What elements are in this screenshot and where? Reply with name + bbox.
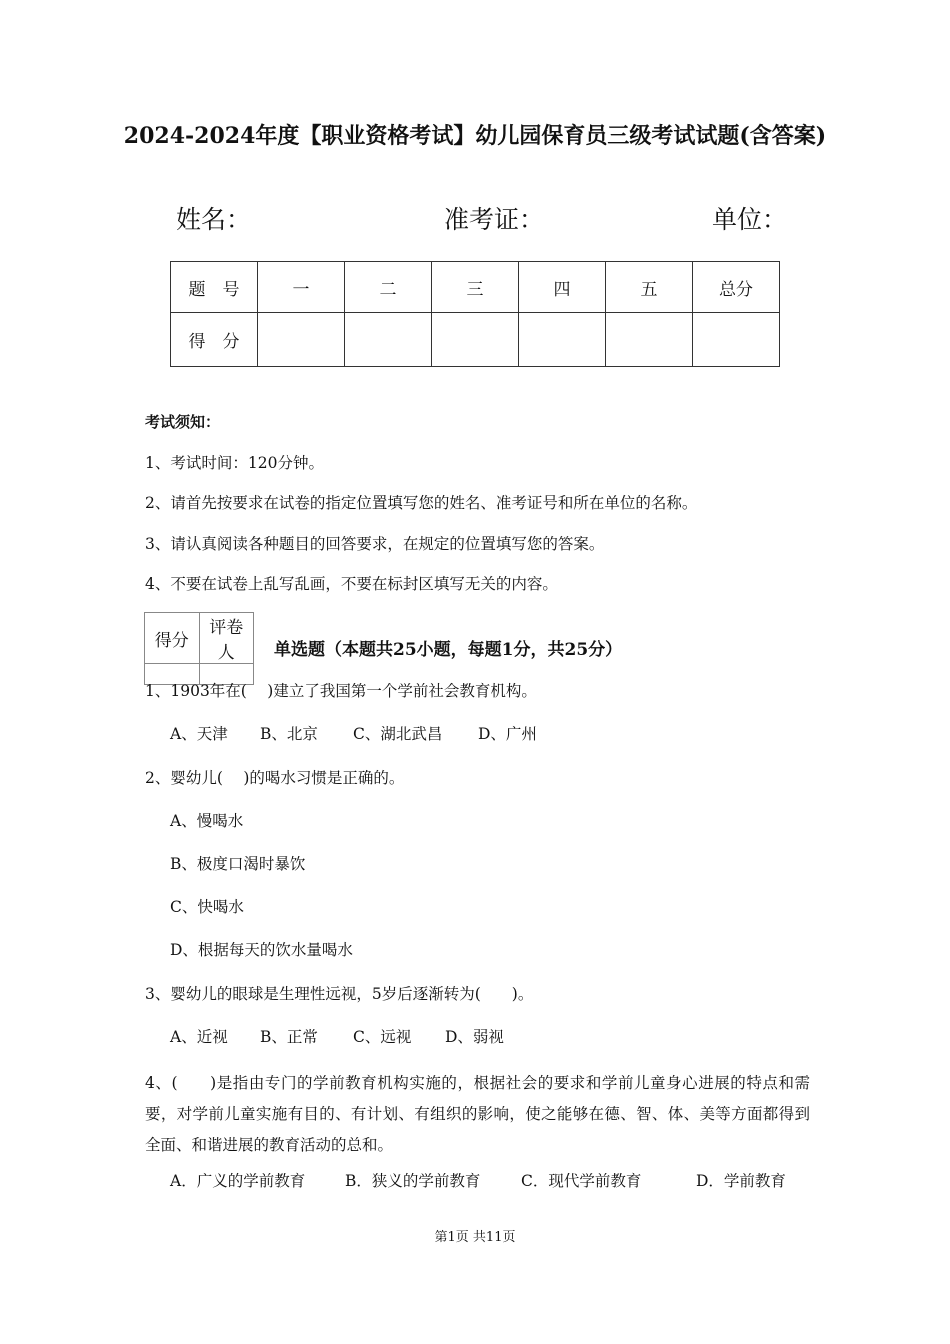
question-stem: 1、1903年在( )建立了我国第一个学前社会教育机构。 [145,682,537,700]
score-table-cell: 五 [606,262,693,313]
notice-item: 4、不要在试卷上乱写乱画，不要在标封区填写无关的内容。 [145,575,558,593]
question-option: A、慢喝水 [170,812,244,830]
score-table-cell: 二 [345,262,432,313]
score-entry-cell[interactable] [606,313,693,367]
page-footer: 第1页 共11页 [434,1230,516,1245]
question-option: A．广义的学前教育 [170,1172,306,1190]
question-option: C、快喝水 [170,898,244,916]
question-option: C、远视 [353,1028,412,1046]
score-entry-cell[interactable] [345,313,432,367]
score-table-cell: 四 [519,262,606,313]
question-option: C．现代学前教育 [521,1172,642,1190]
question-stem: 2、婴幼儿( )的喝水习惯是正确的。 [145,769,405,787]
question-stem: 3、婴幼儿的眼球是生理性远视，5岁后逐渐转为( )。 [145,985,534,1003]
question-option: A、天津 [170,725,228,743]
score-table [170,261,780,367]
question-option: B、北京 [260,725,318,743]
score-entry-cell[interactable] [432,313,519,367]
grader-score-label: 得分 [145,613,200,664]
unit-field-label: 单位： [712,205,788,234]
score-table-cell: 题 号 [171,262,258,313]
question-option: D、弱视 [445,1028,504,1046]
notice-item: 3、请认真阅读各种题目的回答要求，在规定的位置填写您的答案。 [145,535,605,553]
score-table-cell: 总分 [693,262,780,313]
question-option: D、广州 [478,725,537,743]
grader-name-label: 评卷人 [199,613,254,664]
question-option: D、根据每天的饮水量喝水 [170,941,353,959]
question-option: B．狭义的学前教育 [345,1172,481,1190]
question-option: A、近视 [170,1028,228,1046]
score-entry-cell[interactable] [519,313,606,367]
page-title: 2024-2024年度【职业资格考试】幼儿园保育员三级考试试题(含答案) [123,123,827,149]
question-option: D．学前教育 [696,1172,786,1190]
score-table-cell: 得 分 [171,313,258,367]
question-stem: 4、( )是指由专门的学前教育机构实施的，根据社会的要求和学前儿童身心进展的特点和需要，对学前儿童实施有目的、有计划、有组织的影响，使之能够在德、智、体、美等方面都得到全面、和谐进展的教育活动的总和。 [145,1074,810,1154]
score-table-cell: 三 [432,262,519,313]
question-option: B、极度口渴时暴饮 [170,855,306,873]
score-entry-cell[interactable] [693,313,780,367]
exam-id-field-label: 准考证： [444,205,545,234]
score-entry-cell[interactable] [258,313,345,367]
section-title: 单选题（本题共25小题，每题1分，共25分） [274,640,623,660]
score-table-cell: 一 [258,262,345,313]
score-table-score-row [171,313,780,367]
grader-box [144,612,254,685]
name-field-label: 姓名： [176,205,252,234]
notice-heading: 考试须知： [145,413,221,431]
question-option: B、正常 [260,1028,318,1046]
score-table-header-row [171,262,780,313]
notice-item: 2、请首先按要求在试卷的指定位置填写您的姓名、准考证号和所在单位的名称。 [145,494,698,512]
notice-item: 1、考试时间：120分钟。 [145,454,324,472]
question-option: C、湖北武昌 [353,725,443,743]
